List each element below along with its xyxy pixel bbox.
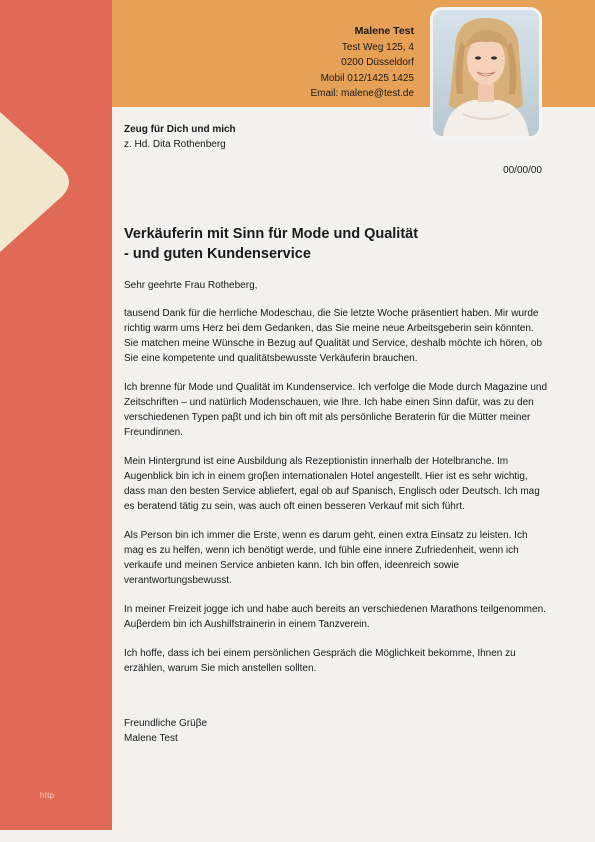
sender-phone: Mobil 012/1425 1425	[320, 72, 414, 84]
recipient-block	[124, 122, 236, 152]
chevron-shape	[0, 112, 80, 252]
closing-phrase: Freundliche Grüβe	[124, 718, 208, 729]
paragraph: In meiner Freizeit jogge ich und habe auch bereits an verschiedenen Marathons teilgenommen. Auβerdem bin ich Aushilfstrainerin in einem Tanzverein.	[124, 604, 546, 630]
sender-name: Malene Test	[354, 25, 414, 37]
subject-heading	[124, 224, 554, 264]
recipient-attention: z. Hd. Dita Rothenberg	[124, 139, 226, 150]
sender-street: Test Weg 125, 4	[341, 41, 414, 53]
footer-text: http	[40, 791, 55, 800]
paragraph: Mein Hintergrund ist eine Ausbildung als Rezeptionistin innerhalb der Hotelbranche. Im Augenblick bin ich in einem groβen internationalen Hotel angestellt. Hier ist es sehr wichtig, dass man den besten Service abliefert, egal ob auf Spanisch, Englisch oder Deutsch. Ich mag es beratend tätig zu sein, was auch oft einen besseren Verkauf mit sich führt.	[124, 456, 540, 512]
signature: Malene Test	[124, 733, 178, 744]
paragraph: tausend Dank für die herrliche Modeschau, die Sie letzte Woche präsentiert haben. Mir wurde richtig warm ums Herz bei dem Gedanken, das Sie meine neue Arbeitsgeberin sein könnten. Sie matchen meine Wünsche in Bezug auf Qualität und Service, deshalb möchte ich hören, ob Sie eine kompetente und qualitätsbewusste Verkäuferin brauchen.	[124, 308, 543, 364]
letter-date: 00/00/00	[503, 165, 542, 176]
paragraph: Ich brenne für Mode und Qualität im Kundenservice. Ich verfolge die Mode durch Magazine und Zeitschriften – und natürlich Modenschauen, wie Ihre. Ich habe einen Sinn dafür, was zu den verschiedenen Typen paβt und ich bin oft mit als persönliche Beraterin für die Mütter meiner Freundinnen.	[124, 382, 548, 438]
salutation: Sehr geehrte Frau Rotheberg,	[124, 280, 258, 291]
sender-city: 0200 Düsseldorf	[341, 57, 414, 68]
portrait-photo	[430, 7, 542, 139]
sidebar	[0, 0, 112, 830]
sender-email: Email: malene@test.de	[310, 88, 414, 99]
subject-line-1: Verkäuferin mit Sinn für Mode und Qualität	[124, 226, 419, 242]
paragraph: Als Person bin ich immer die Erste, wenn es darum geht, einen extra Einsatz zu leisten. Ich mag es zu helfen, wenn ich benötigt werde, und fühle eine innere Zufriedenheit, wenn ich verkaufe und meinen Service anbieten kann. Ich bin offen, ideenreich sowie verantwortungsbewusst.	[124, 530, 528, 586]
recipient-company: Zeug für Dich und mich	[124, 124, 236, 135]
paragraph: Ich hoffe, dass ich bei einem persönlichen Gespräch die Möglichkeit bekomme, Ihnen zu erzählen, warum Sie mich anstellen sollten.	[124, 648, 516, 674]
letter-body	[124, 278, 549, 690]
subject-line-2: - und guten Kundenservice	[124, 246, 311, 262]
portrait-illustration	[433, 10, 539, 136]
sender-block	[310, 24, 414, 102]
closing-block	[124, 716, 207, 746]
